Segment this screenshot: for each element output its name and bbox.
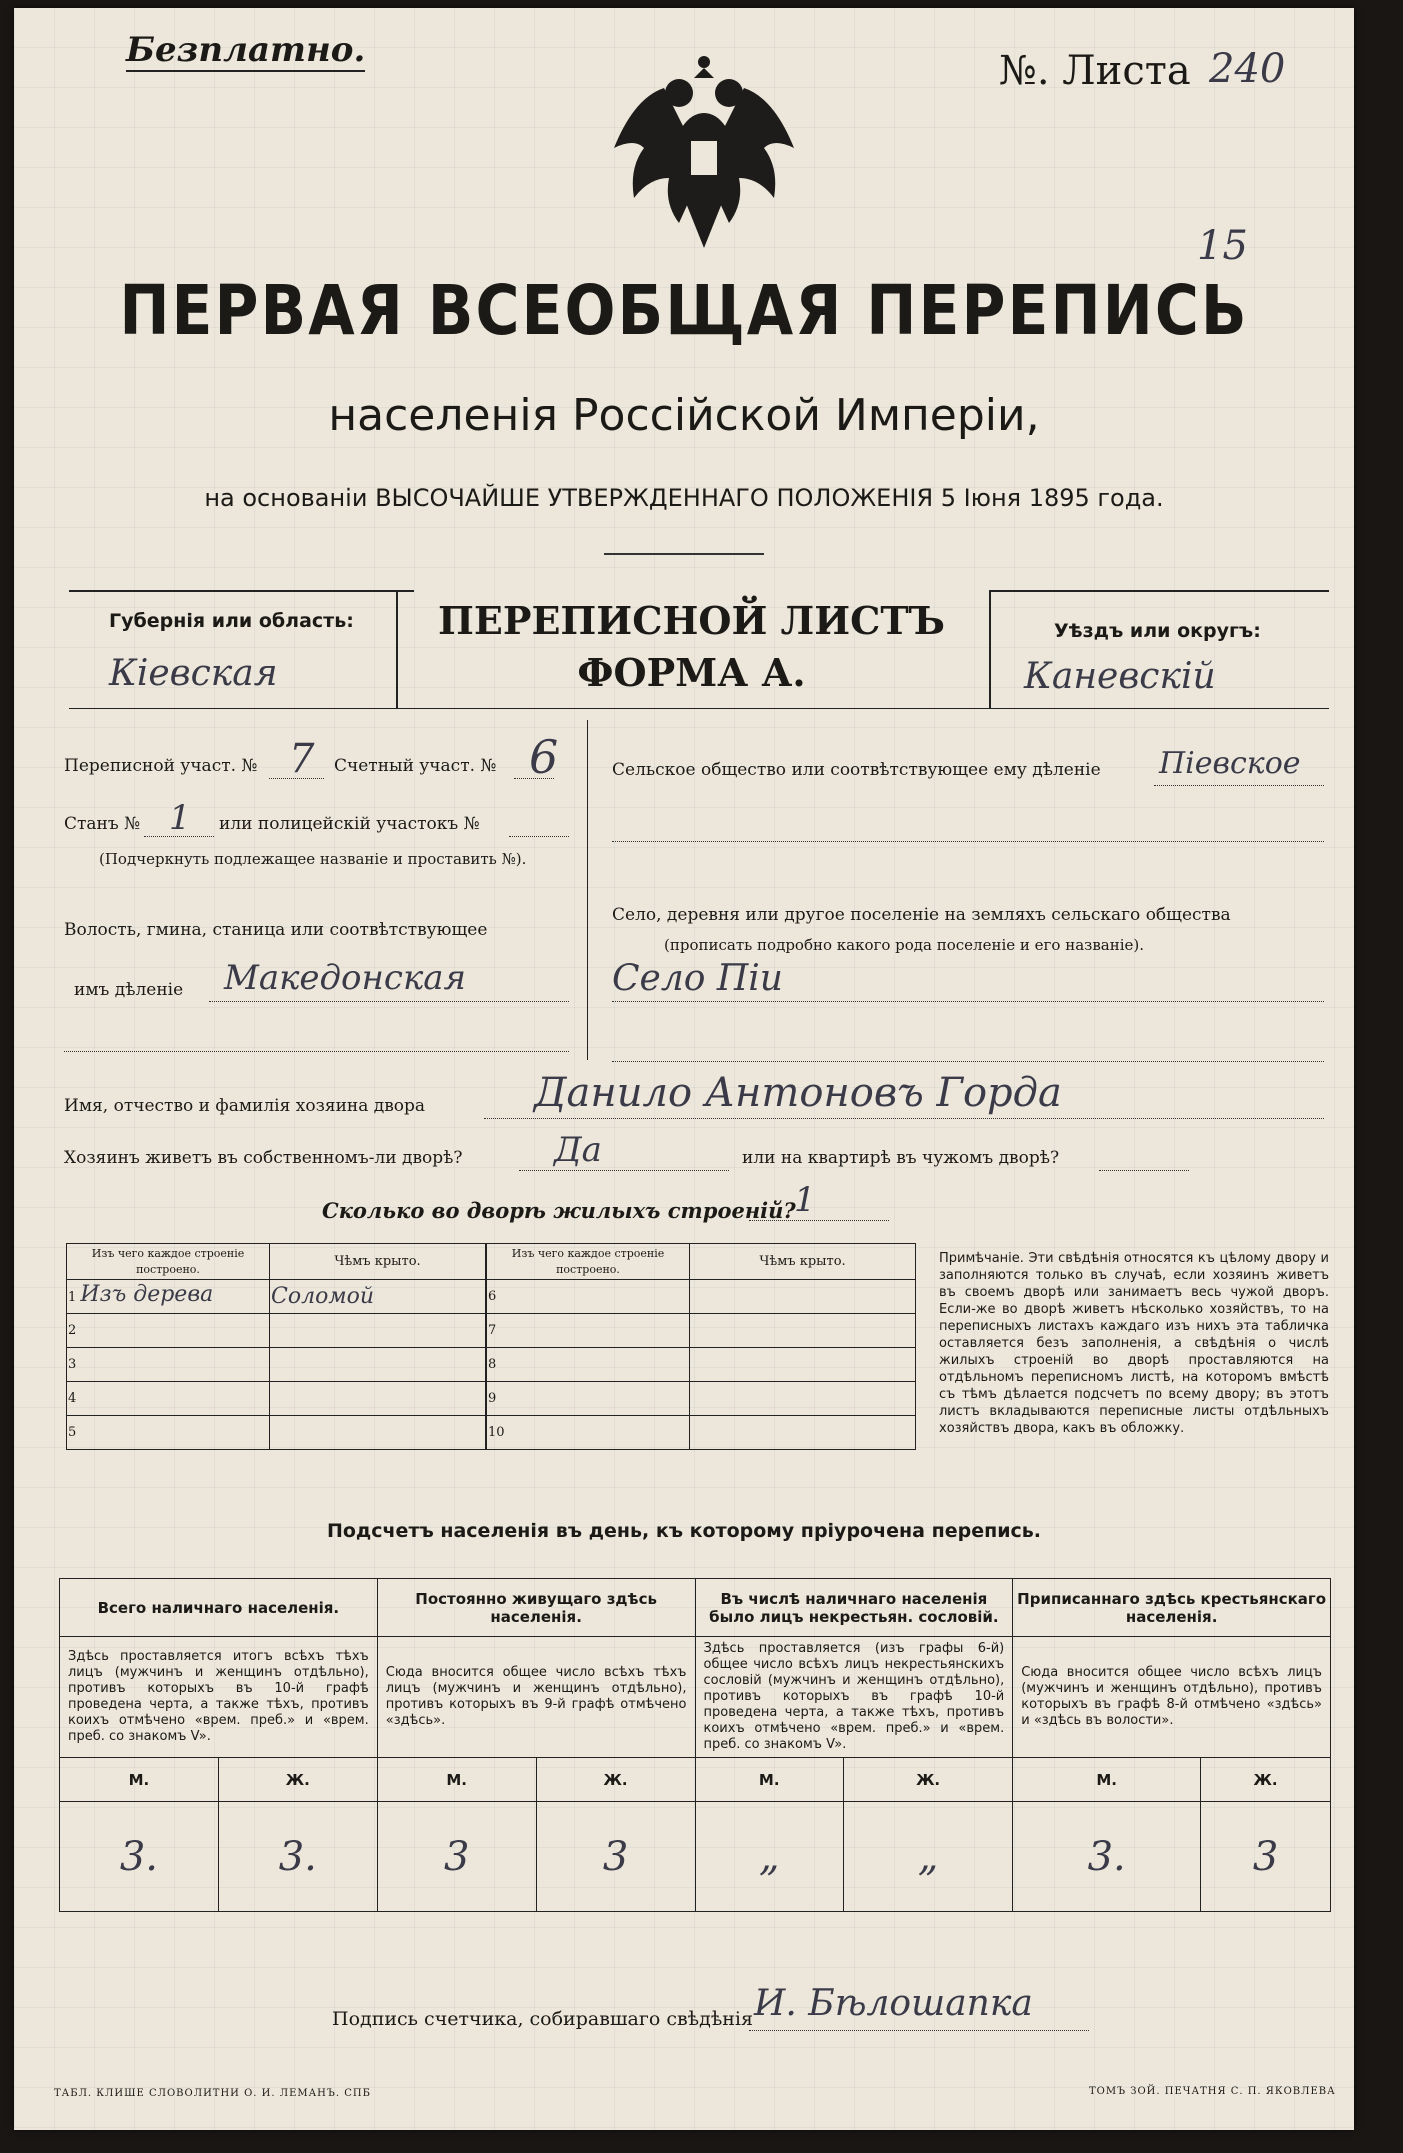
col4-head: Приписаннаго здѣсь крестьянскаго населенія. [1013, 1579, 1331, 1637]
selo-value: Село Піи [612, 958, 783, 999]
col4-desc: Сюда вносится общее число всѣхъ лицъ (мужчинъ и женщинъ отдѣльно), противъ которыхъ въ графѣ 8-й отмѣчено «здѣсь» и «здѣсь въ волости». [1013, 1637, 1331, 1758]
page-mark: 15 [1197, 223, 1248, 269]
nonpeasant-female: „ [843, 1802, 1012, 1912]
free-label: Безплатно. [126, 30, 366, 70]
gubernia-label: Губернія или область: [109, 610, 354, 632]
col3-desc: Здѣсь проставляется (изъ графы 6-й) общее число всѣхъ лицъ некрестьянскихъ сословій (мужчинъ и женщинъ отдѣльно), противъ которыхъ въ графѣ 10-й проведена черта, а также тѣхъ, противъ коихъ отмѣчено «врем. преб.» и «врем. преб. со знакомъ V». [695, 1637, 1013, 1758]
signature-label: Подпись счетчика, собиравшаго свѣдѣнія [332, 2008, 753, 2030]
col2-head: Постоянно живущаго здѣсь населенія. [377, 1579, 695, 1637]
form-letter: ФОРМА А. [577, 650, 806, 695]
total-male: 3. [60, 1802, 219, 1912]
obshestvo-label: Сельское общество или соотвѣтствующее ему дѣленіе [612, 760, 1101, 780]
buildings-table-left: Изъ чего каждое строеніе построено. Чѣмъ крыто. 1 Изъ дерева Соломой 2 3 4 5 [66, 1243, 486, 1450]
footer-right: ТОМЪ ЗОЙ. ПЕЧАТНЯ С. П. ЯКОВЛЕВА [1089, 2086, 1336, 2097]
sheet-number-value: 240 [1209, 46, 1286, 92]
volost-label-2: имъ дѣленіе [74, 980, 184, 1000]
selo-note: (прописать подробно какого рода поселеніе и его названіе). [664, 936, 1144, 954]
uezd-value: Каневскій [1024, 656, 1216, 697]
volost-label: Волость, гмина, станица или соотвѣтствующее [64, 920, 488, 940]
col1-desc: Здѣсь проставляется итогъ всѣхъ тѣхъ лицъ (мужчинъ и женщинъ отдѣльно), противъ которыхъ въ 10-й графѣ проведена черта, а также тѣхъ, противъ коихъ отмѣчено «врем. преб.» и «врем. преб. со знакомъ V». [60, 1637, 378, 1758]
uchast-value: 7 [289, 736, 315, 782]
building-material: Изъ дерева [80, 1282, 214, 1307]
schet-value: 6 [529, 730, 559, 784]
permanent-female: 3 [536, 1802, 695, 1912]
roof-header: Чѣмъ крыто. [270, 1244, 486, 1280]
gubernia-value: Кіевская [109, 653, 278, 694]
sheet-number-label: №. Листа [999, 48, 1191, 94]
buildings-count-value: 1 [794, 1180, 816, 1220]
own-yard-value: Да [554, 1130, 602, 1170]
col1-head: Всего наличнаго населенія. [60, 1579, 378, 1637]
buildings-count-label: Сколько во дворѣ жилыхъ строеній? [322, 1198, 796, 1223]
signature-value: И. Бѣлошапка [754, 1983, 1033, 2024]
eagle-emblem-icon [604, 48, 804, 258]
police-label: или полицейскій участокъ № [219, 814, 480, 834]
census-sheet [14, 8, 1354, 2130]
stan-value: 1 [169, 798, 191, 838]
owner-name-label: Имя, отчество и фамилія хозяина двора [64, 1096, 426, 1116]
col3-head: Въ числѣ наличнаго населенія было лицъ некрестьян. сословій. [695, 1579, 1013, 1637]
stan-label: Станъ № [64, 814, 141, 834]
rent-yard-label: или на квартирѣ въ чужомъ дворѣ? [742, 1148, 1060, 1168]
own-yard-label: Хозяинъ живетъ въ собственномъ-ли дворѣ? [64, 1148, 463, 1168]
remark-text: Эти свѣдѣнія относятся къ цѣлому двору и заполняются только въ случаѣ, если хозяинъ живетъ въ своемъ дворѣ или занимаетъ весь чужой дворъ. Если-же во дворѣ живетъ нѣсколько хозяйствъ, то на переписныхъ листахъ каждаго изъ нихъ эта табличка оставляется безъ заполненія, а свѣдѣнія о числѣ жилыхъ строеній во дворѣ проставляются на отдѣльномъ переписномъ листѣ, на которомъ вмѣстѣ съ тѣмъ дѣлается подсчетъ по всему двору; въ этотъ листъ вкладываются переписные листы отдѣльныхъ хозяйствъ двора, какъ въ обложку. [939, 1251, 1329, 1436]
material-header: Изъ чего каждое строеніе построено. [67, 1244, 270, 1280]
remark-block [939, 1250, 1329, 1437]
remark-head: Примѣчаніе. [939, 1251, 1024, 1266]
count-title: Подсчетъ населенія въ день, къ которому пріурочена перепись. [326, 1520, 1042, 1542]
building-roof: Соломой [270, 1280, 486, 1314]
schet-label: Счетный участ. № [334, 756, 497, 776]
ornament-divider [604, 553, 764, 555]
permanent-male: 3 [377, 1802, 536, 1912]
owner-name-value: Данило Антоновъ Горда [534, 1070, 1062, 1116]
basis-line: на основаніи ВЫСОЧАЙШЕ УТВЕРЖДЕННАГО ПОЛОЖЕНІЯ 5 Іюня 1895 года. [204, 484, 1164, 512]
buildings-table-right: Изъ чего каждое строеніе построено. Чѣмъ крыто. 6 7 8 9 10 [486, 1243, 916, 1450]
selo-label: Село, деревня или другое поселеніе на земляхъ сельскаго общества [612, 905, 1231, 925]
population-table: Всего наличнаго населенія. Постоянно живущаго здѣсь населенія. Въ числѣ наличнаго населенія было лицъ некрестьян. сословій. Приписаннаго здѣсь крестьянскаго населенія. Здѣсь проставляется итогъ всѣхъ тѣхъ лицъ (мужчинъ и женщинъ отдѣльно), противъ которыхъ въ 10-й графѣ проведена черта, а также тѣхъ, противъ коихъ отмѣчено «врем. преб.» и «врем. преб. со знакомъ V». Сюда вносится общее число всѣхъ тѣхъ лицъ (мужчинъ и женщинъ отдѣльно), противъ которыхъ въ 9-й графѣ отмѣчено «здѣсь». Здѣсь проставляется (изъ графы 6-й) общее число всѣхъ лицъ некрестьянскихъ сословій (мужчинъ и женщинъ отдѣльно), противъ которыхъ въ графѣ 10-й проведена черта, а также тѣхъ, противъ коихъ отмѣчено «врем. преб.» и «врем. преб. со знакомъ V». Сюда вносится общее число всѣхъ лицъ (мужчинъ и женщинъ отдѣльно), противъ которыхъ въ графѣ 8-й отмѣчено «здѣсь» и «здѣсь въ волости». М. Ж. М. Ж. М. Ж. М. Ж. 3. 3. 3 3 „ „ 3. 3 [59, 1578, 1331, 1912]
col2-desc: Сюда вносится общее число всѣхъ тѣхъ лицъ (мужчинъ и женщинъ отдѣльно), противъ которыхъ въ 9-й графѣ отмѣчено «здѣсь». [377, 1637, 695, 1758]
volost-value: Македонская [224, 958, 467, 998]
obshestvo-value: Піевское [1159, 746, 1301, 781]
underline-note: (Подчеркнуть подлежащее названіе и проставить №). [99, 850, 527, 868]
footer-left: ТАБЛ. КЛИШЕ СЛОВОЛИТНИ О. И. ЛЕМАНЪ. СПБ [54, 2088, 371, 2099]
nonpeasant-male: „ [695, 1802, 843, 1912]
registered-female: 3 [1201, 1802, 1331, 1912]
registered-male: 3. [1013, 1802, 1201, 1912]
form-name: ПЕРЕПИСНОЙ ЛИСТЪ [438, 598, 945, 643]
uezd-label: Уѣздъ или округъ: [1054, 620, 1261, 642]
subtitle: населенія Россійской Имперіи, [328, 390, 1040, 441]
total-female: 3. [218, 1802, 377, 1912]
main-title: ПЕРВАЯ ВСЕОБЩАЯ ПЕРЕПИСЬ [119, 270, 1249, 352]
uchast-label: Переписной участ. № [64, 756, 258, 776]
